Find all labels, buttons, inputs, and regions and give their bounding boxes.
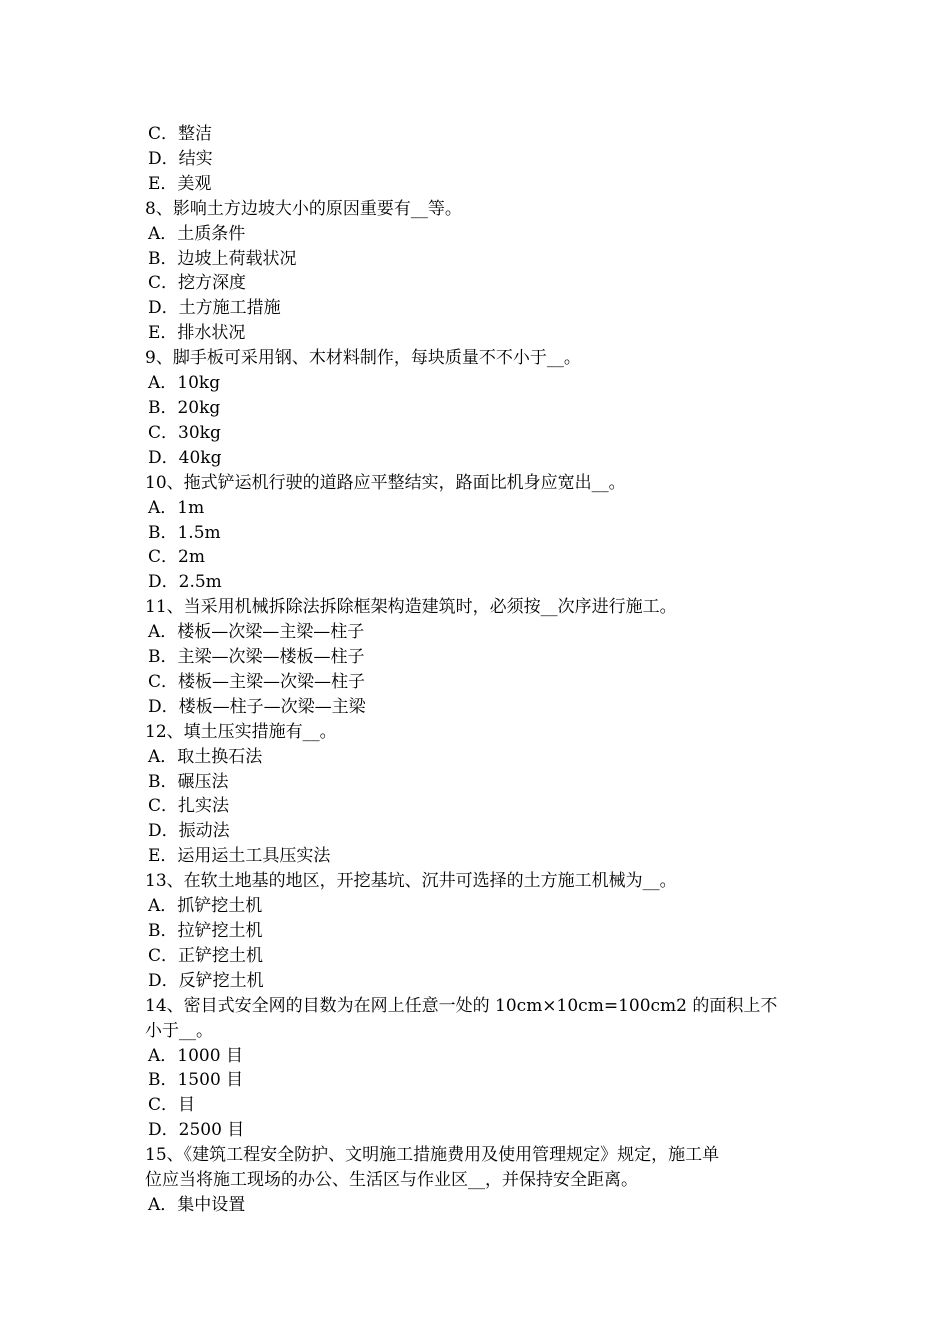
option-e: E．运用运土工具压实法: [148, 846, 331, 867]
question-14-line-1: 14、密目式安全网的目数为在网上任意一处的 10cm×10cm=100cm2 的面积上不: [145, 995, 778, 1016]
option-b: B．1500 目: [148, 1070, 244, 1091]
option-b: B．拉铲挖土机: [148, 921, 263, 941]
option-d: D．楼板—柱子—次梁—主梁: [148, 696, 366, 717]
option-a: A．取土换石法: [148, 746, 263, 767]
question-9: 9、脚手板可采用钢、木材料制作，每块质量不不小于__。: [145, 348, 581, 369]
option-e: E．美观: [148, 173, 212, 194]
question-15-line-2: 位应当将施工现场的办公、生活区与作业区__，并保持安全距离。: [145, 1170, 638, 1191]
option-d: D．2.5m: [148, 572, 222, 593]
option-c: C．扎实法: [148, 796, 230, 817]
option-a: A．1m: [148, 497, 205, 518]
option-c: C．30kg: [148, 422, 221, 443]
option-b: B．碾压法: [148, 771, 229, 792]
option-b: B．1.5m: [148, 522, 221, 543]
option-c: C．正铲挖土机: [148, 945, 264, 966]
option-d: D．结实: [148, 148, 213, 169]
option-a: A．土质条件: [148, 223, 246, 244]
question-12: 12、填土压实措施有__。: [145, 721, 337, 742]
question-15-line-1: 15、《建筑工程安全防护、文明施工措施费用及使用管理规定》规定，施工单: [145, 1145, 720, 1166]
question-8: 8、影响土方边坡大小的原因重要有__等。: [145, 198, 462, 219]
document-body: [145, 122, 810, 1218]
option-c: C．目: [148, 1095, 196, 1116]
option-a: A．1000 目: [148, 1045, 243, 1066]
option-d: D．振动法: [148, 821, 230, 842]
option-d: D．土方施工措施: [148, 298, 281, 319]
option-b: B．边坡上荷载状况: [148, 248, 297, 269]
option-d: D．40kg: [148, 447, 222, 468]
option-b: B．主梁—次梁—楼板—柱子: [148, 647, 365, 668]
option-a: A．抓铲挖土机: [148, 896, 263, 917]
question-14-line-2: 小于__。: [145, 1020, 213, 1041]
option-c: C．2m: [148, 547, 205, 568]
option-e: E．排水状况: [148, 323, 246, 344]
question-10: 10、拖式铲运机行驶的道路应平整结实，路面比机身应宽出__。: [145, 472, 626, 493]
option-a: A．10kg: [148, 373, 221, 394]
question-13: 13、在软土地基的地区，开挖基坑、沉井可选择的土方施工机械为__。: [145, 871, 677, 892]
option-b: B．20kg: [148, 397, 221, 418]
question-11: 11、当采用机械拆除法拆除框架构造建筑时，必须按__次序进行施工。: [145, 597, 677, 618]
option-a: A．集中设置: [148, 1194, 246, 1215]
option-c: C．楼板—主梁—次梁—柱子: [148, 671, 366, 692]
option-d: D．2500 目: [148, 1120, 245, 1141]
option-a: A．楼板—次梁—主梁—柱子: [148, 622, 365, 643]
option-c: C．整洁: [148, 124, 213, 144]
option-d: D．反铲挖土机: [148, 970, 264, 991]
option-c: C．挖方深度: [148, 273, 247, 294]
